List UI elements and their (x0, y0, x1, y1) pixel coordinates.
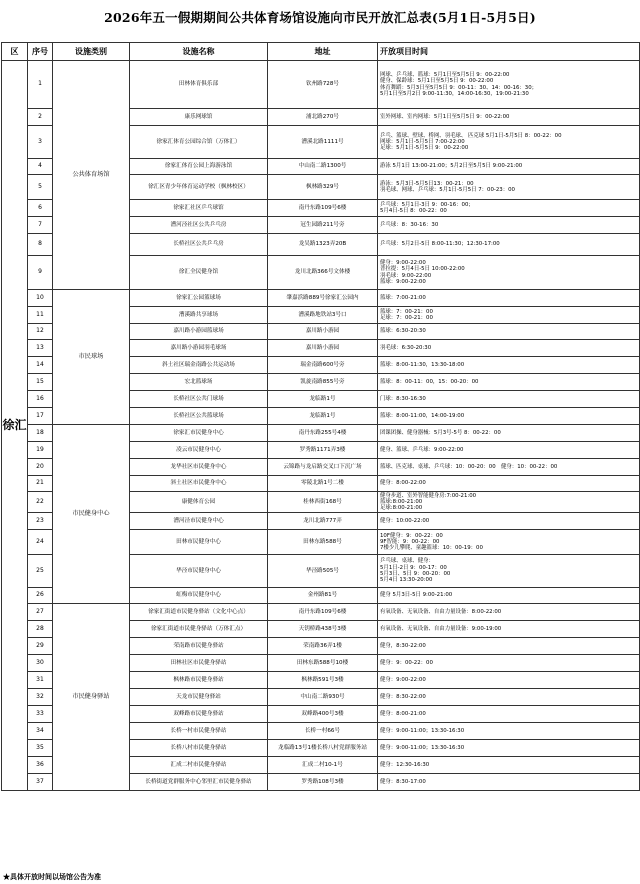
hours-cell: 健身 5月3日-5日 9:00-21:00 (378, 588, 640, 604)
facility-name-cell: 龙华社区市民健身中心 (130, 459, 268, 476)
address-cell: 浦北路270号 (268, 109, 378, 126)
seq-cell: 25 (28, 555, 53, 588)
header-name: 设施名称 (130, 43, 268, 61)
address-cell: 龙临路1号 (268, 391, 378, 408)
address-cell: 田林东路588号 (268, 530, 378, 555)
seq-cell: 12 (28, 324, 53, 340)
hours-cell: 健身：8:30-22:00 (378, 689, 640, 706)
seq-cell: 23 (28, 513, 53, 530)
hours-cell: 健身：9：00-22：00 (378, 655, 640, 672)
hours-cell: 游泳 5月1日 13:00-21:00；5月2日至5月5日 9:00-21:00 (378, 159, 640, 175)
hours-cell: 篮球：7:00-21:00 (378, 290, 640, 307)
table-row (2, 604, 640, 621)
address-cell: 瑞金南路600号旁 (268, 357, 378, 374)
facility-name-cell: 斜土社区瑞金南路公共运动场 (130, 357, 268, 374)
table-row (2, 290, 640, 307)
facility-name-cell: 徐家汇街道市民健身驿站（文化中心点） (130, 604, 268, 621)
facility-name-cell: 漕河泾社区公共乒乓房 (130, 217, 268, 234)
facility-name-cell: 虹梅市民健身中心 (130, 588, 268, 604)
address-cell: 零陵北路1号二楼 (268, 476, 378, 492)
hours-cell: 健身：9:00-22:00 (378, 672, 640, 689)
footnote: ★具体开放时间以场馆公告为准 (3, 872, 101, 881)
address-cell: 云锦路与龙启路交叉口下沉广场 (268, 459, 378, 476)
hours-cell: 乒乓球：8：30-16：30 (378, 217, 640, 234)
facility-name-cell: 康乐网球馆 (130, 109, 268, 126)
hours-cell: 篮球：7：00-21：00 足球：7：00-21：00 (378, 307, 640, 324)
seq-cell: 13 (28, 340, 53, 357)
facility-name-cell: 漕河泾市民健身中心 (130, 513, 268, 530)
facility-name-cell: 徐家汇街道市民健身驿站（万体汇点） (130, 621, 268, 638)
facility-name-cell: 嘉川路小游园羽毛球场 (130, 340, 268, 357)
facility-name-cell: 徐家汇体育公园综合馆（万体汇） (130, 126, 268, 159)
address-cell: 汇成二村10-1号 (268, 757, 378, 774)
seq-cell: 33 (28, 706, 53, 723)
hours-cell: 网球、乒乓球、篮球：5月1日至5月5日 9：00-22:00 健身、保龄球：5月1日至5月5日 9：00-22:00 体育舞蹈：5月3日至5月5日 9：00-11：30、14：00-16：30； 5月1日至5月2日 9:00-11:30，14:00-16:30，19:00-21:30 (378, 61, 640, 109)
seq-cell: 34 (28, 723, 53, 740)
facility-name-cell: 宏北篮球场 (130, 374, 268, 391)
seq-cell: 9 (28, 256, 53, 290)
seq-cell: 27 (28, 604, 53, 621)
hours-cell: 健身：9:00-22:00 普拉提：5月4日-5日 10:00-22:00 羽毛球：9:00-22:00 篮球：9:00-22:00 (378, 256, 640, 290)
hours-cell: 健身、篮球、乒乓球：9:00-22:00 (378, 442, 640, 459)
hours-cell: 室外网球、室内网球：5月1日至5月5日 9：00-22:00 (378, 109, 640, 126)
seq-cell: 5 (28, 175, 53, 200)
hours-cell: 羽毛球：6:30-20:30 (378, 340, 640, 357)
facility-name-cell: 田林社区市民健身驿站 (130, 655, 268, 672)
facility-name-cell: 徐家汇公园篮球场 (130, 290, 268, 307)
facility-name-cell: 长桥社区公共篮球场 (130, 408, 268, 425)
address-cell: 南丹东路109号6楼 (268, 604, 378, 621)
district-cell: 徐汇 (2, 61, 28, 791)
hours-cell: 篮球、匹克球、桌球、乒乓球：10：00-20：00 健身：10：00-22：00 (378, 459, 640, 476)
seq-cell: 8 (28, 234, 53, 256)
seq-cell: 31 (28, 672, 53, 689)
table-header-row (2, 43, 640, 61)
facility-name-cell: 凌云市民健身中心 (130, 442, 268, 459)
facility-name-cell: 徐汇区青少年体育运动学校（枫林校区） (130, 175, 268, 200)
hours-cell: 团课团操、健身器械：5月3号-5号 8：00-22：00 (378, 425, 640, 442)
seq-cell: 37 (28, 774, 53, 791)
category-cell: 市民球场 (53, 290, 130, 425)
address-cell: 漕溪路地铁站3号口 (268, 307, 378, 324)
address-cell: 罗秀路108号3楼 (268, 774, 378, 791)
table-row (2, 61, 640, 109)
address-cell: 龙吴路1323弄20B (268, 234, 378, 256)
seq-cell: 26 (28, 588, 53, 604)
hours-cell: 健身：9:00-11:00；13:30-16:30 (378, 740, 640, 757)
seq-cell: 17 (28, 408, 53, 425)
hours-cell: 门球：8:30-16:30 (378, 391, 640, 408)
seq-cell: 1 (28, 61, 53, 109)
category-cell: 市民健身驿站 (53, 604, 130, 791)
address-cell: 华泾路505号 (268, 555, 378, 588)
hours-cell: 游泳：5月3日-5月5日13：00-21：00 羽毛球、网球、乒乓球：5月1日-5月5日 7：00-23：00 (378, 175, 640, 200)
address-cell: 凯旋南路855号旁 (268, 374, 378, 391)
header-district: 区 (2, 43, 28, 61)
address-cell: 龙川北路777弄 (268, 513, 378, 530)
header-category: 设施类别 (53, 43, 130, 61)
facility-name-cell: 田林体育俱乐部 (130, 61, 268, 109)
seq-cell: 29 (28, 638, 53, 655)
hours-cell: 篮球：6:30-20:30 (378, 324, 640, 340)
address-cell: 荣南路36弄1楼 (268, 638, 378, 655)
facility-name-cell: 汇成二村市民健身驿站 (130, 757, 268, 774)
seq-cell: 16 (28, 391, 53, 408)
seq-cell: 15 (28, 374, 53, 391)
facility-name-cell: 长桥社区公共门球场 (130, 391, 268, 408)
address-cell: 漕溪北路1111号 (268, 126, 378, 159)
facility-name-cell: 长桥八村市民健身驿站 (130, 740, 268, 757)
address-cell: 龙川北路366号文体楼 (268, 256, 378, 290)
address-cell: 冠生园路211号旁 (268, 217, 378, 234)
hours-cell: 篮球：8:00-11:30，13:30-18:00 (378, 357, 640, 374)
seq-cell: 20 (28, 459, 53, 476)
facility-name-cell: 长桥社区公共乒乓房 (130, 234, 268, 256)
facility-name-cell: 徐家汇体育公园上海游泳馆 (130, 159, 268, 175)
address-cell: 嘉川路小游园 (268, 324, 378, 340)
facility-name-cell: 双峰路市民健身驿站 (130, 706, 268, 723)
seq-cell: 24 (28, 530, 53, 555)
address-cell: 长桥一村66号 (268, 723, 378, 740)
seq-cell: 3 (28, 126, 53, 159)
hours-cell: 有氧设备、无氧设备、自由力量设备：8:00-22:00 (378, 604, 640, 621)
facility-name-cell: 荣南路市民健身驿站 (130, 638, 268, 655)
address-cell: 金州路81号 (268, 588, 378, 604)
hours-cell: 健身：9:00-11:00；13:30-16:30 (378, 723, 640, 740)
facility-name-cell: 斜土社区市民健身中心 (130, 476, 268, 492)
seq-cell: 7 (28, 217, 53, 234)
hours-cell: 有氧设备、无氧设备、自由力量设备：9:00-19:00 (378, 621, 640, 638)
hours-cell: 健身，8:30-22:00 (378, 638, 640, 655)
facility-name-cell: 康健体育公园 (130, 492, 268, 513)
seq-cell: 2 (28, 109, 53, 126)
address-cell: 天钥桥路438号3楼 (268, 621, 378, 638)
hours-cell: 健身：8:00-21:00 (378, 706, 640, 723)
seq-cell: 28 (28, 621, 53, 638)
seq-cell: 14 (28, 357, 53, 374)
facility-name-cell: 漕溪路共享球场 (130, 307, 268, 324)
facility-name-cell: 长桥一村市民健身驿站 (130, 723, 268, 740)
header-hours: 开放项目时间 (378, 43, 640, 61)
address-cell: 龙临路13号1楼长桥八村党群服务站 (268, 740, 378, 757)
header-seq: 序号 (28, 43, 53, 61)
hours-cell: 健身：8:30-17:00 (378, 774, 640, 791)
header-address: 地址 (268, 43, 378, 61)
hours-cell: 乒乓球：5月1日-3日 9：00-16：00； 5月4日-5日 8：00-22：00 (378, 200, 640, 217)
hours-cell: 健身：10:00-22:00 (378, 513, 640, 530)
address-cell: 南丹东路109号6楼 (268, 200, 378, 217)
facility-name-cell: 嘉川路小游园篮球场 (130, 324, 268, 340)
hours-cell: 健身：12:30-16:30 (378, 757, 640, 774)
address-cell: 枫林路591号3楼 (268, 672, 378, 689)
facility-name-cell: 徐汇全民健身馆 (130, 256, 268, 290)
seq-cell: 30 (28, 655, 53, 672)
seq-cell: 36 (28, 757, 53, 774)
facility-name-cell: 华泾市民健身中心 (130, 555, 268, 588)
seq-cell: 6 (28, 200, 53, 217)
address-cell: 双峰路400号3楼 (268, 706, 378, 723)
seq-cell: 11 (28, 307, 53, 324)
facility-name-cell: 枫林路市民健身驿站 (130, 672, 268, 689)
seq-cell: 21 (28, 476, 53, 492)
address-cell: 田林东路588号10楼 (268, 655, 378, 672)
address-cell: 肇嘉浜路889号徐家汇公园内 (268, 290, 378, 307)
seq-cell: 4 (28, 159, 53, 175)
seq-cell: 10 (28, 290, 53, 307)
page-title: 2026年五一假期期间公共体育场馆设施向市民开放汇总表(5月1日-5月5日) (104, 10, 536, 25)
address-cell: 罗秀路1171弄3楼 (268, 442, 378, 459)
hours-cell: 乒乓球、桌球、健身： 5月1日-2日 9：00-17：00 5月3日、5日 9：00-20：00 5月4日 13:30-20:00 (378, 555, 640, 588)
seq-cell: 32 (28, 689, 53, 706)
category-cell: 公共体育场馆 (53, 61, 130, 290)
seq-cell: 22 (28, 492, 53, 513)
facility-name-cell: 天龙市民健身驿站 (130, 689, 268, 706)
facility-name-cell: 田林市民健身中心 (130, 530, 268, 555)
address-cell: 枫林路329号 (268, 175, 378, 200)
hours-cell: 篮球：8:00-11:00，14:00-19:00 (378, 408, 640, 425)
hours-cell: 乒乓、篮球、壁球、桥网、羽毛球、 匹克球 5月1日-5月5日 8：00-22：00 网球：5月1日-5月5日 7:00-22:00 足球：5月1日-5月5日 9：00-22:00 (378, 126, 640, 159)
address-cell: 南丹东路255号4楼 (268, 425, 378, 442)
hours-cell: 健身步道、室外智能健身房:7:00-21:00 篮球:8:00-21:00 足球:8:00-21:00 (378, 492, 640, 513)
hours-cell: 健身：8:00-22:00 (378, 476, 640, 492)
hours-cell: 乒乓球：5月2日-5日 8:00-11:30；12:30-17:00 (378, 234, 640, 256)
seq-cell: 19 (28, 442, 53, 459)
address-cell: 龙临路1号 (268, 408, 378, 425)
facility-name-cell: 徐家汇社区乒乓球馆 (130, 200, 268, 217)
address-cell: 钦州路728号 (268, 61, 378, 109)
facility-table (1, 42, 640, 791)
address-cell: 嘉川路小游园 (268, 340, 378, 357)
seq-cell: 18 (28, 425, 53, 442)
address-cell: 桂林西街168号 (268, 492, 378, 513)
table-row (2, 425, 640, 442)
hours-cell: 篮球：8：00-11：00，15：00-20：00 (378, 374, 640, 391)
address-cell: 中山南二路930号 (268, 689, 378, 706)
address-cell: 中山南二路1300号 (268, 159, 378, 175)
seq-cell: 35 (28, 740, 53, 757)
hours-cell: 10F健身：9：00-22：00 9F智能：9：00-22：00 7楼少儿攀爬、童趣篮球：10：00-19：00 (378, 530, 640, 555)
facility-name-cell: 长桥街道党群服务中心邻里汇市民健身驿站 (130, 774, 268, 791)
category-cell: 市民健身中心 (53, 425, 130, 604)
facility-name-cell: 徐家汇市民健身中心 (130, 425, 268, 442)
